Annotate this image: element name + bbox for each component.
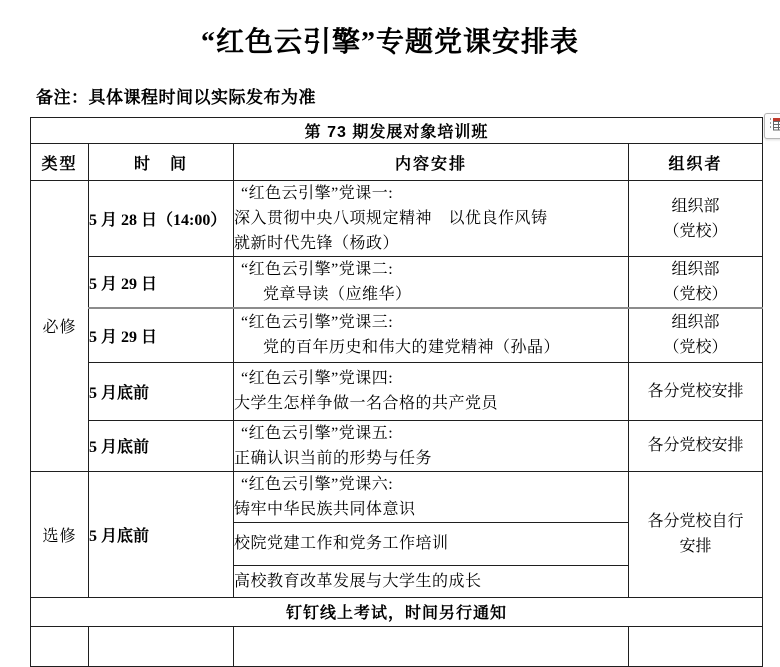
banner-cell: 第 73 期发展对象培训班 xyxy=(31,118,763,144)
col-header-time: 时 间 xyxy=(89,144,234,181)
content-line: “红色云引擎”党课一: xyxy=(234,181,628,206)
table-row xyxy=(31,362,763,420)
table-row-partial xyxy=(31,626,763,666)
content-cell xyxy=(234,181,629,257)
organizer-cell xyxy=(629,308,763,362)
note-line: 备注：具体课程时间以实际发布为准 xyxy=(36,83,780,108)
content-line: 正确认识当前的形势与任务 xyxy=(234,446,628,471)
organizer-cell xyxy=(629,362,763,420)
table-footer-row xyxy=(31,597,763,626)
organizer-cell xyxy=(629,420,763,471)
content-line: “红色云引擎”党课二: xyxy=(234,257,628,282)
content-line: 党的百年历史和伟大的建党精神（孙晶） xyxy=(234,335,628,360)
page-title: “红色云引擎”专题党课安排表 xyxy=(0,0,780,61)
col-header-content: 内容安排 xyxy=(234,144,629,181)
content-line: 高校教育改革发展与大学生的成长 xyxy=(234,569,628,594)
content-cell xyxy=(234,308,629,362)
organizer-line: 组织部 xyxy=(629,257,762,282)
table-row xyxy=(31,308,763,362)
organizer-line: （党校） xyxy=(629,219,762,244)
content-line: “红色云引擎”党课四: xyxy=(234,366,628,391)
table-banner-row xyxy=(31,118,763,144)
content-line: 深入贯彻中央八项规定精神 以优良作风铸 xyxy=(234,206,628,231)
content-line: “红色云引擎”党课六: xyxy=(234,472,628,497)
empty-cell xyxy=(629,626,763,666)
empty-cell xyxy=(31,626,89,666)
time-cell: 5 月底前 xyxy=(89,362,234,420)
organizer-line: 组织部 xyxy=(629,194,762,219)
organizer-line: 各分党校安排 xyxy=(629,433,762,458)
content-cell xyxy=(234,257,629,309)
content-line: 铸牢中华民族共同体意识 xyxy=(234,497,628,522)
content-line: 就新时代先锋（杨政） xyxy=(234,231,628,256)
type-cell-required: 必修 xyxy=(31,181,89,472)
content-cell xyxy=(234,471,629,522)
table-header-row xyxy=(31,144,763,181)
organizer-line: （党校） xyxy=(629,282,762,307)
organizer-line: 组织部 xyxy=(629,310,762,335)
content-cell xyxy=(234,522,629,565)
schedule-table xyxy=(30,117,763,667)
organizer-line: 各分党校安排 xyxy=(629,379,762,404)
organizer-cell xyxy=(629,181,763,257)
time-cell: 5 月底前 xyxy=(89,471,234,597)
content-line: “红色云引擎”党课五: xyxy=(234,421,628,446)
table-row xyxy=(31,257,763,309)
organizer-line: 各分党校自行 xyxy=(629,509,762,534)
content-line: 大学生怎样争做一名合格的共产党员 xyxy=(234,391,628,416)
time-cell: 5 月底前 xyxy=(89,420,234,471)
table-select-icon xyxy=(769,116,780,137)
content-line: 校院党建工作和党务工作培训 xyxy=(234,531,628,556)
empty-cell xyxy=(89,626,234,666)
table-row xyxy=(31,420,763,471)
content-line: 党章导读（应维华） xyxy=(234,282,628,307)
col-header-type: 类型 xyxy=(31,144,89,181)
time-cell: 5 月 29 日 xyxy=(89,308,234,362)
time-cell: 5 月 29 日 xyxy=(89,257,234,309)
organizer-line: 安排 xyxy=(629,534,762,559)
content-cell xyxy=(234,565,629,597)
type-cell-elective: 选修 xyxy=(31,471,89,597)
table-tool-button[interactable] xyxy=(764,113,780,139)
footer-cell: 钉钉线上考试，时间另行通知 xyxy=(31,597,763,626)
time-cell: 5 月 28 日（14:00） xyxy=(89,181,234,257)
empty-cell xyxy=(234,626,629,666)
content-cell xyxy=(234,362,629,420)
organizer-line: （党校） xyxy=(629,335,762,360)
organizer-cell xyxy=(629,471,763,597)
col-header-organizer: 组织者 xyxy=(629,144,763,181)
content-line: “红色云引擎”党课三: xyxy=(234,310,628,335)
organizer-cell xyxy=(629,257,763,309)
table-row xyxy=(31,471,763,522)
content-cell xyxy=(234,420,629,471)
table-row xyxy=(31,181,763,257)
